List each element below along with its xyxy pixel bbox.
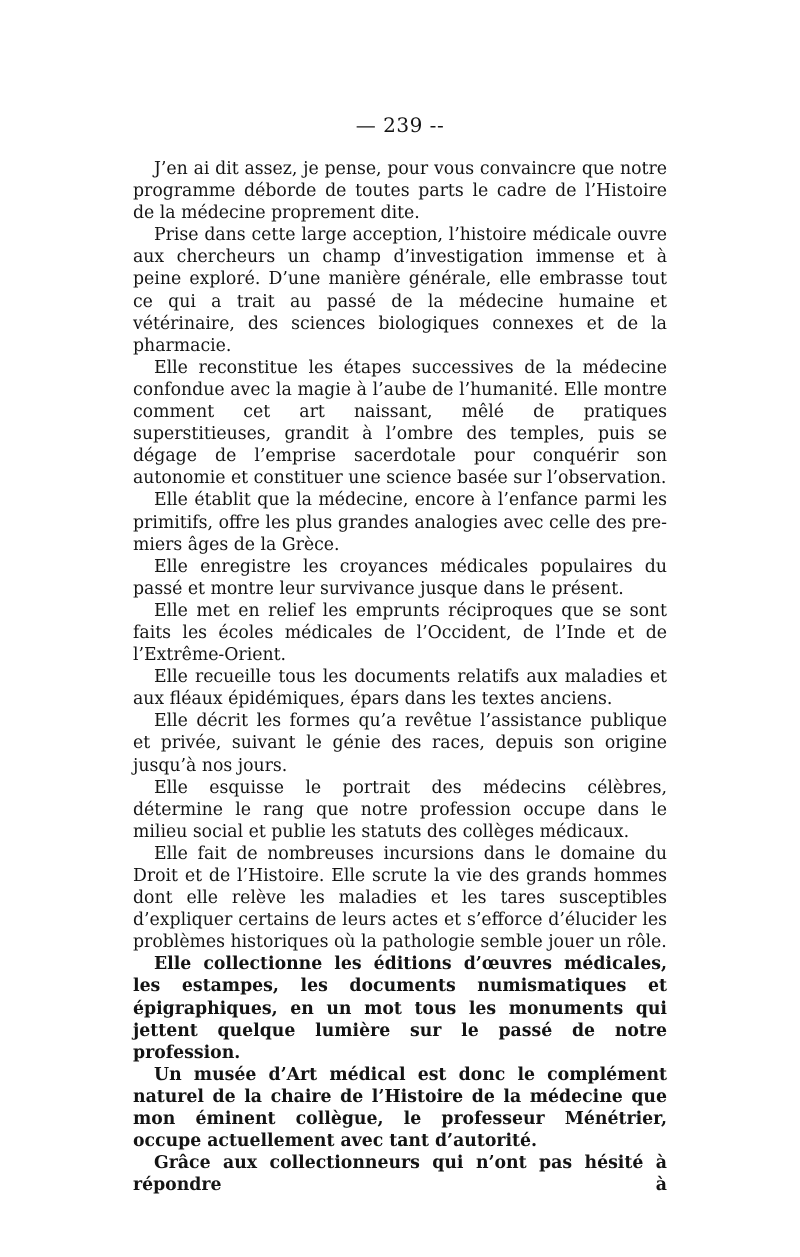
paragraph: Elle reconstitue les étapes successives de la médecine confondue avec la magie à l’aube de l’humanité. Elle montre comment cet art naissant, mêlé de pratiques superstitieuses, grandit à l’ombre des temples, puis se dégage de l’emprise sacerdotale pour conquérir son autonomie et constituer une science basée sur l’observation.	[133, 357, 667, 489]
paragraph: Elle recueille tous les documents relatifs aux maladies et aux fléaux épidémiques, épars dans les textes anciens.	[133, 667, 667, 710]
paragraph: Elle enregistre les croyances médicales populaires du passé et montre leur survivance jusque dans le présent.	[133, 556, 667, 599]
body-text	[133, 158, 667, 1196]
paragraph: J’en ai dit assez, je pense, pour vous convaincre que notre programme déborde de toutes parts le cadre de l’Histoire de la médecine proprement dite.	[133, 159, 667, 224]
paragraph: Elle collectionne les éditions d’œuvres médicales, les estampes, les documents numismatiques et épigraphiques, en un mot tous les monuments qui jettent quelque lumière sur le passé de notre profession.	[133, 954, 667, 1063]
paragraph: Elle met en relief les emprunts réciproques que se sont faits les écoles médicales de l’Occident, de l’Inde et de l’Extrême-Orient.	[133, 600, 667, 666]
paragraph: Prise dans cette large acception, l’histoire médicale ouvre aux chercheurs un champ d’investigation immense et à peine exploré. D’une manière générale, elle embrasse tout ce qui a trait au passé de la médecine humaine et vétérinaire, des sciences biologiques connexes et de la pharmacie.	[133, 225, 667, 356]
paragraph: Un musée d’Art médical est donc le complément naturel de la chaire de l’Histoire de la médecine que mon éminent collègue, le professeur Ménétrier, occupe actuellement avec tant d’autorité.	[133, 1064, 667, 1152]
paragraph: Elle décrit les formes qu’a revêtue l’assistance publique et privée, suivant le génie des races, depuis son origine jusqu’à nos jours.	[133, 711, 667, 776]
paragraph: Elle établit que la médecine, encore à l’enfance parmi les primitifs, offre les plus grandes analogies avec celle des premiers âges de la Grèce.	[133, 490, 667, 555]
page-number: — 239 --	[355, 113, 445, 137]
paragraph: Elle fait de nombreuses incursions dans le domaine du Droit et de l’Histoire. Elle scrute la vie des grands hommes dont elle relève les maladies et les tares susceptibles d’expliquer certains de leurs actes et s’efforce d’élucider les problèmes historiques où la pathologie semble jouer un rôle.	[133, 843, 667, 953]
paragraph: Elle esquisse le portrait des médecins célèbres, détermine le rang que notre profession occupe dans le milieu social et publie les statuts des collèges médicaux.	[133, 777, 667, 842]
paragraph: Grâce aux collectionneurs qui n’ont pas hésité à répondre à	[133, 1153, 667, 1196]
